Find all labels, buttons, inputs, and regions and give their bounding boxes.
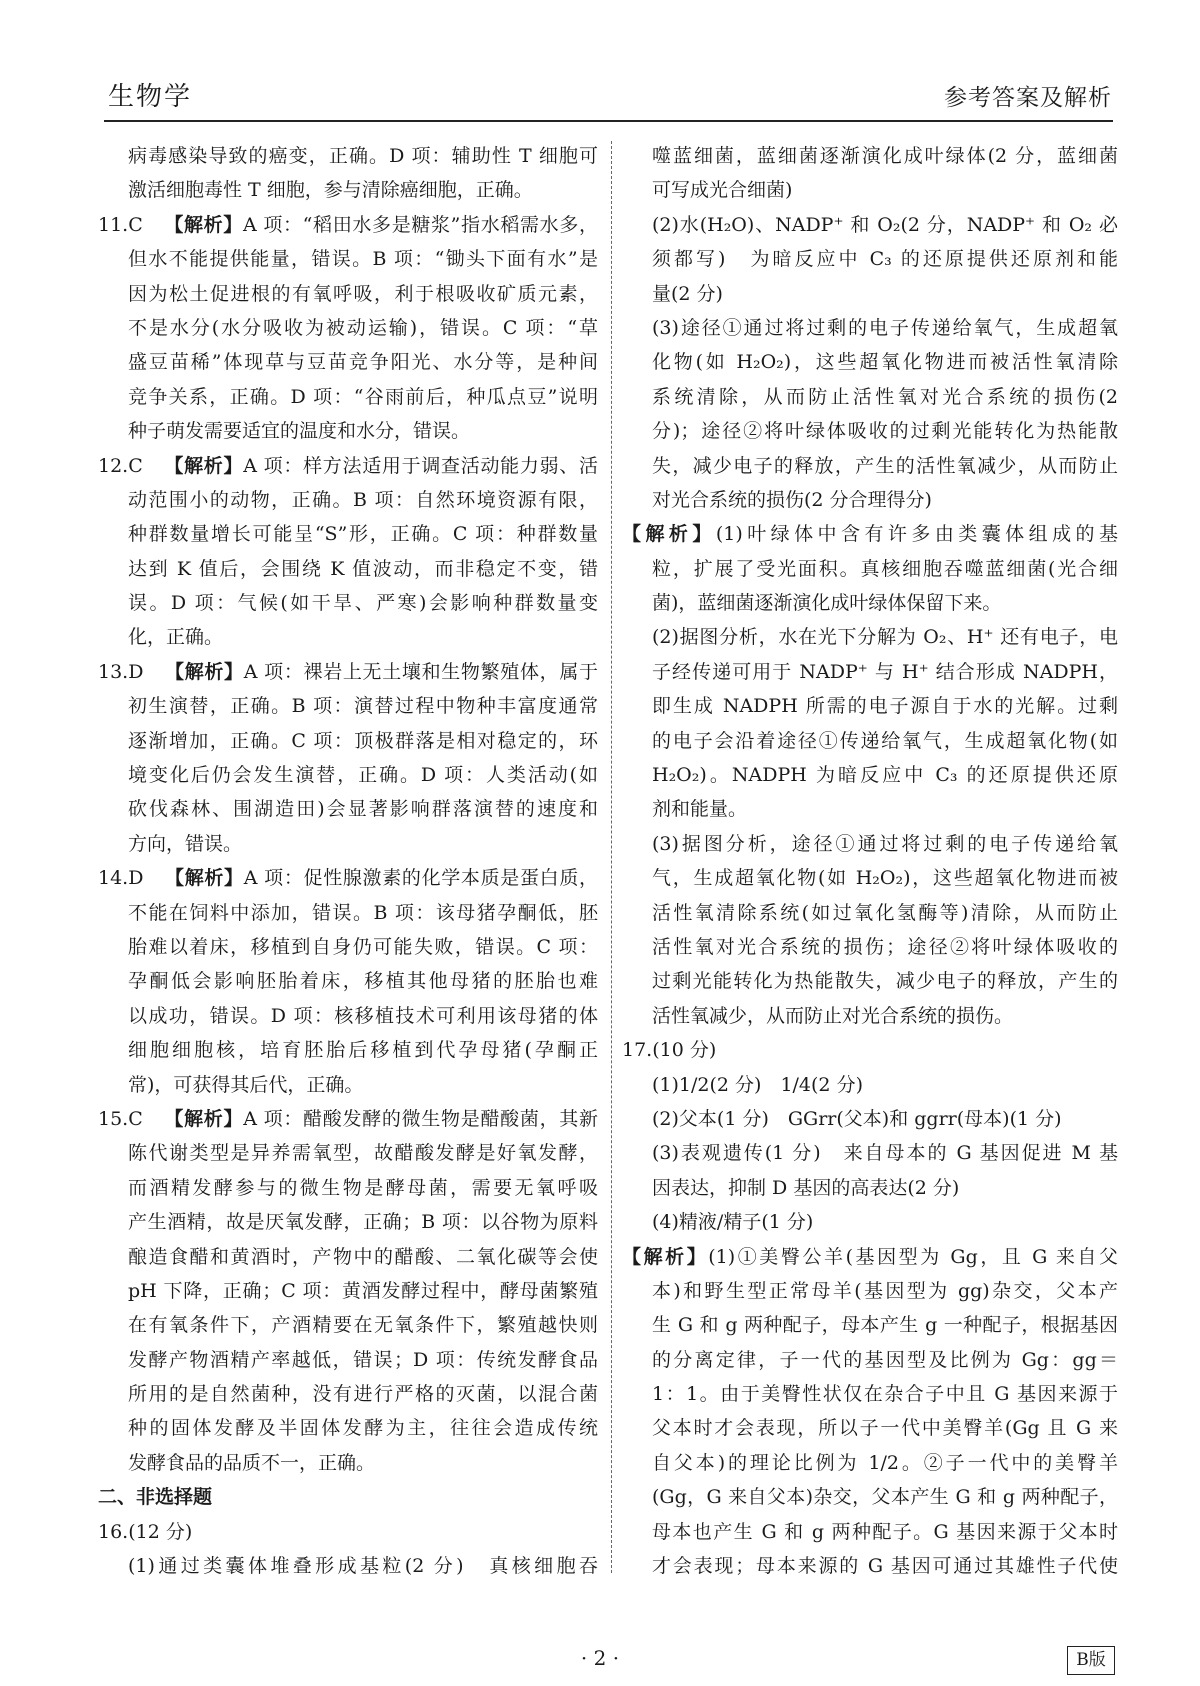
text-line <box>98 1411 598 1445</box>
line-text: 因为松土促进根的有氧呼吸，利于根吸收矿质元素， <box>128 282 598 305</box>
line-text: A 项：样方法适用于调查活动能力弱、活 <box>243 454 598 477</box>
text-line <box>98 1033 598 1067</box>
text-line <box>98 552 598 586</box>
paragraph <box>622 208 1118 311</box>
text-line <box>622 1171 1118 1205</box>
text-line <box>622 1446 1118 1480</box>
line-text: 的分离定律，子一代的基因型及比例为 Gg：gg＝ <box>652 1348 1118 1371</box>
paragraph <box>622 1205 1118 1239</box>
text-line <box>622 1136 1118 1170</box>
text-line <box>622 552 1118 586</box>
text-line <box>98 242 598 276</box>
analysis-tag: 【解析】 <box>622 523 716 546</box>
paragraph <box>98 1480 598 1514</box>
line-text: 须都写) 为暗反应中 C₃ 的还原提供还原剂和能 <box>652 248 1118 271</box>
line-text: (1)通过类囊体堆叠形成基粒(2 分) 真核细胞吞 <box>128 1555 598 1578</box>
text-line <box>98 311 598 345</box>
paragraph <box>98 1515 598 1549</box>
line-text: 在有氧条件下，产酒精要在无氧条件下，繁殖越快则 <box>128 1314 598 1337</box>
line-text: 气，生成超氧化物(如 H₂O₂)，这些超氧化物进而被 <box>652 867 1118 890</box>
column-divider <box>611 141 612 1573</box>
analysis-tag: 【解析】 <box>164 867 244 890</box>
text-line <box>622 311 1118 345</box>
line-text: 方向，错误。 <box>128 832 243 855</box>
line-text: (Gg，G 来自父本)杂交，父本产生 G 和 g 两种配子， <box>652 1486 1118 1509</box>
line-text: 化物(如 H₂O₂)，这些超氧化物进而被活性氧清除 <box>652 351 1118 374</box>
line-text: 子经传递可用于 NADP⁺ 与 H⁺ 结合形成 NADPH， <box>652 660 1118 683</box>
line-text: 孕酮低会影响胚胎着床，移植其他母猪的胚胎也难 <box>128 970 598 993</box>
item-number: 17.(10 分) <box>622 1039 717 1062</box>
text-line <box>622 1515 1118 1549</box>
line-text: 竞争关系，正确。D 项：“谷雨前后，种瓜点豆”说明 <box>128 385 598 408</box>
analysis-tag: 【解析】 <box>622 1245 709 1268</box>
text-line <box>98 896 598 930</box>
text-line <box>98 827 598 861</box>
line-text: 系统清除，从而防止活性氧对光合系统的损伤(2 <box>652 385 1118 408</box>
text-line <box>98 1240 598 1274</box>
line-text: 生 G 和 g 两种配子，母本产生 g 一种配子，根据基因 <box>652 1314 1118 1337</box>
analysis-tag: 【解析】 <box>163 213 243 236</box>
text-line <box>98 277 598 311</box>
line-text: 失，减少电子的释放，产生的活性氧减少，从而防止 <box>652 454 1118 477</box>
text-line <box>622 139 1118 173</box>
paragraph <box>98 208 598 449</box>
text-line <box>98 620 598 654</box>
text-line <box>98 1102 598 1136</box>
line-text: 母本也产生 G 和 g 两种配子。G 基因来源于父本时 <box>652 1520 1118 1543</box>
line-text: (3)据图分析，途径①通过将过剩的电子传递给氧 <box>652 832 1118 855</box>
text-line <box>98 139 598 173</box>
text-line <box>98 414 598 448</box>
text-line <box>622 414 1118 448</box>
line-text: pH 下降，正确；C 项：黄酒发酵过程中，酵母菌繁殖 <box>128 1279 598 1302</box>
item-number: 16.(12 分) <box>98 1520 193 1543</box>
line-text: 种的固体发酵及半固体发酵为主，往往会造成传统 <box>128 1417 598 1440</box>
text-line <box>98 1549 598 1583</box>
page-number: · 2 · <box>580 1646 620 1670</box>
line-text: 噬蓝细菌，蓝细菌逐渐演化成叶绿体(2 分，蓝细菌 <box>652 145 1118 167</box>
text-line <box>98 1308 598 1342</box>
line-text: A 项：醋酸发酵的微生物是醋酸菌，其新 <box>243 1107 598 1130</box>
section-title: 参考答案及解析 <box>944 85 1112 111</box>
text-line <box>622 861 1118 895</box>
line-text: 不是水分(水分吸收为被动运输)，错误。C 项：“草 <box>128 316 598 339</box>
text-line <box>98 1446 598 1480</box>
line-text: 陈代谢类型是异养需氧型，故醋酸发酵是好氧发酵， <box>128 1142 598 1165</box>
text-line <box>98 1515 598 1549</box>
line-text: 对光合系统的损伤(2 分合理得分) <box>652 488 932 511</box>
analysis-tag: 【解析】 <box>163 1107 244 1130</box>
subject-title: 生物学 <box>108 82 193 112</box>
line-text: 激活细胞毒性 T 细胞，参与清除癌细胞，正确。 <box>128 179 533 202</box>
text-line <box>98 380 598 414</box>
text-line <box>622 758 1118 792</box>
text-line <box>98 861 598 895</box>
line-text: 初生演替，正确。B 项：演替过程中物种丰富度通常 <box>128 695 598 718</box>
item-number: 11.C <box>98 213 143 236</box>
line-text: 以成功，错误。D 项：核移植技术可利用该母猪的体 <box>128 1004 598 1027</box>
text-line <box>622 999 1118 1033</box>
text-line <box>98 208 598 242</box>
line-text: (3)表观遗传(1 分) 来自母本的 G 基因促进 M 基 <box>652 1142 1118 1165</box>
line-text: 分)；途径②将叶绿体吸收的过剩光能转化为热能散 <box>652 420 1118 443</box>
text-line <box>622 1549 1118 1583</box>
paragraph <box>98 1102 598 1480</box>
line-text: 不能在饲料中添加，错误。B 项：该母猪孕酮低，胚 <box>128 901 598 924</box>
line-text: 逐渐增加，正确。C 项：顶极群落是相对稳定的，环 <box>128 729 598 752</box>
text-line <box>622 655 1118 689</box>
line-text: 境变化后仍会发生演替，正确。D 项：人类活动(如 <box>128 764 598 787</box>
text-line <box>98 449 598 483</box>
text-line <box>98 689 598 723</box>
text-line <box>622 208 1118 242</box>
text-line <box>98 1171 598 1205</box>
text-line <box>622 277 1118 311</box>
paragraph <box>98 861 598 1102</box>
text-line <box>622 620 1118 654</box>
text-line <box>622 1480 1118 1514</box>
text-line <box>98 930 598 964</box>
text-line <box>622 1411 1118 1445</box>
line-text: (1)叶绿体中含有许多由类囊体组成的基 <box>715 523 1118 546</box>
paragraph <box>622 1068 1118 1102</box>
text-line <box>622 1102 1118 1136</box>
analysis-tag: 【解析】 <box>163 454 244 477</box>
text-line <box>98 173 598 207</box>
text-line <box>622 449 1118 483</box>
text-line <box>622 1308 1118 1342</box>
line-text: 菌)，蓝细菌逐渐演化成叶绿体保留下来。 <box>652 592 1002 615</box>
paragraph <box>98 449 598 655</box>
line-text: 所用的是自然菌种，没有进行严格的灭菌，以混合菌 <box>128 1383 598 1406</box>
text-line <box>98 1274 598 1308</box>
line-text: 活性氧清除系统(如过氧化氢酶等)清除，从而防止 <box>652 901 1118 924</box>
line-text: (1)1/2(2 分) 1/4(2 分) <box>652 1073 863 1096</box>
text-line <box>622 689 1118 723</box>
line-text: (4)精液/精子(1 分) <box>652 1211 814 1234</box>
line-text: 砍伐森林、围湖造田)会显著影响群落演替的速度和 <box>128 798 598 821</box>
paragraph <box>98 655 598 861</box>
line-text: 自父本)的理论比例为 1/2。②子一代中的美臀羊 <box>652 1451 1118 1474</box>
text-line <box>622 1205 1118 1239</box>
text-line <box>622 380 1118 414</box>
line-text: 发酵产物酒精产率越低，错误；D 项：传统发酵食品 <box>128 1348 598 1371</box>
line-text: 误。D 项：气候(如干旱、严寒)会影响种群数量变 <box>128 592 598 615</box>
line-text: H₂O₂)。NADPH 为暗反应中 C₃ 的还原提供还原 <box>652 764 1118 787</box>
header-rule <box>104 120 1113 122</box>
text-line <box>98 1480 598 1514</box>
paragraph <box>622 311 1118 517</box>
right-column <box>622 139 1118 1583</box>
line-text: 达到 K 值后，会围绕 K 值波动，而非稳定不变，错 <box>128 557 598 580</box>
text-line <box>98 964 598 998</box>
line-text: 过剩光能转化为热能散失，减少电子的释放，产生的 <box>652 970 1118 993</box>
paragraph <box>622 1102 1118 1136</box>
analysis-tag: 【解析】 <box>164 660 244 683</box>
paragraph <box>622 1033 1118 1067</box>
text-line <box>622 724 1118 758</box>
line-text: 粒，扩展了受光面积。真核细胞吞噬蓝细菌(光合细 <box>652 557 1118 580</box>
paragraph <box>98 1549 598 1583</box>
line-text: 胎难以着床，移植到自身仍可能失败，错误。C 项： <box>128 935 598 958</box>
line-text: 动范围小的动物，正确。B 项：自然环境资源有限， <box>128 488 598 511</box>
text-line <box>622 827 1118 861</box>
text-line <box>622 930 1118 964</box>
edition-badge: B版 <box>1067 1646 1115 1675</box>
text-line <box>622 792 1118 826</box>
text-line <box>622 1068 1118 1102</box>
text-line <box>622 517 1118 551</box>
item-number: 12.C <box>98 454 143 477</box>
text-line <box>622 1343 1118 1377</box>
line-text: 剂和能量。 <box>652 798 748 821</box>
line-text: 1：1。由于美臀性状仅在杂合子中且 G 基因来源于 <box>652 1383 1118 1406</box>
line-text: 可写成光合细菌) <box>652 179 793 202</box>
paragraph <box>622 827 1118 1033</box>
text-line <box>98 483 598 517</box>
section-heading: 二、非选择题 <box>98 1486 213 1509</box>
text-line <box>98 1136 598 1170</box>
text-line <box>98 1343 598 1377</box>
line-text: (3)途径①通过将过剩的电子传递给氧气，生成超氧 <box>652 316 1118 339</box>
line-text: (2)父本(1 分) GGrr(父本)和 ggrr(母本)(1 分) <box>652 1107 1062 1130</box>
paragraph <box>622 517 1118 620</box>
text-line <box>98 792 598 826</box>
line-text: 的电子会沿着途径①传递给氧气，生成超氧化物(如 <box>652 729 1118 752</box>
text-line <box>622 1274 1118 1308</box>
text-line <box>98 345 598 379</box>
line-text: 本)和野生型正常母羊(基因型为 gg)杂交，父本产 <box>652 1279 1118 1302</box>
text-line <box>98 758 598 792</box>
line-text: 而酒精发酵参与的微生物是酵母菌，需要无氧呼吸 <box>128 1176 598 1199</box>
text-line <box>98 724 598 758</box>
text-line <box>622 242 1118 276</box>
paragraph <box>622 139 1118 208</box>
line-text: 但水不能提供能量，错误。B 项：“锄头下面有水”是 <box>128 248 598 271</box>
text-line <box>622 345 1118 379</box>
line-text: 发酵食品的品质不一，正确。 <box>128 1451 376 1474</box>
line-text: (2)水(H₂O)、NADP⁺ 和 O₂(2 分，NADP⁺ 和 O₂ 必 <box>652 213 1118 236</box>
text-line <box>622 1033 1118 1067</box>
line-text: 量(2 分) <box>652 282 723 305</box>
text-line <box>622 1240 1118 1274</box>
line-text: 酿造食醋和黄酒时，产物中的醋酸、二氧化碳等会使 <box>128 1245 598 1268</box>
line-text: A 项：促性腺激素的化学本质是蛋白质， <box>243 867 598 890</box>
line-text: 化，正确。 <box>128 626 224 649</box>
item-number: 14.D <box>98 867 144 890</box>
text-line <box>98 1068 598 1102</box>
line-text: 活性氧减少，从而防止对光合系统的损伤。 <box>652 1004 1014 1027</box>
left-column <box>98 139 598 1583</box>
paragraph <box>622 1240 1118 1584</box>
line-text: 因表达，抑制 D 基因的高表达(2 分) <box>652 1176 960 1199</box>
line-text: 才会表现；母本来源的 G 基因可通过其雄性子代使 <box>652 1555 1118 1578</box>
line-text: A 项：裸岩上无土壤和生物繁殖体，属于 <box>243 660 598 683</box>
line-text: 活性氧对光合系统的损伤；途径②将叶绿体吸收的 <box>652 935 1118 958</box>
item-number: 15.C <box>98 1107 143 1130</box>
line-text: (1)①美臀公羊(基因型为 Gg，且 G 来自父 <box>708 1245 1118 1268</box>
line-text: 细胞细胞核，培育胚胎后移植到代孕母猪(孕酮正 <box>128 1039 598 1062</box>
item-number: 13.D <box>98 660 144 683</box>
paragraph <box>622 1136 1118 1205</box>
text-line <box>98 999 598 1033</box>
line-text: 父本时才会表现，所以子一代中美臀羊(Gg 且 G 来 <box>652 1417 1118 1440</box>
line-text: (2)据图分析，水在光下分解为 O₂、H⁺ 还有电子，电 <box>652 626 1118 649</box>
text-line <box>622 173 1118 207</box>
line-text: 即生成 NADPH 所需的电子源自于水的光解。过剩 <box>652 695 1118 718</box>
paragraph <box>622 620 1118 826</box>
line-text: 盛豆苗稀”体现草与豆苗竞争阳光、水分等，是种间 <box>128 351 598 374</box>
line-text: 产生酒精，故是厌氧发酵，正确；B 项：以谷物为原料 <box>128 1211 598 1234</box>
text-line <box>622 964 1118 998</box>
line-text: 常)，可获得其后代，正确。 <box>128 1073 364 1096</box>
text-line <box>98 586 598 620</box>
text-line <box>622 896 1118 930</box>
text-line <box>622 1377 1118 1411</box>
paragraph <box>98 139 598 208</box>
text-line <box>98 655 598 689</box>
text-line <box>98 517 598 551</box>
text-line <box>622 483 1118 517</box>
line-text: A 项：“稻田水多是糖浆”指水稻需水多， <box>242 213 598 236</box>
text-line <box>622 586 1118 620</box>
line-text: 种群数量增长可能呈“S”形，正确。C 项：种群数量 <box>128 523 598 546</box>
line-text: 种子萌发需要适宜的温度和水分，错误。 <box>128 420 471 443</box>
line-text: 病毒感染导致的癌变，正确。D 项：辅助性 T 细胞可 <box>128 145 598 167</box>
text-line <box>98 1205 598 1239</box>
text-line <box>98 1377 598 1411</box>
